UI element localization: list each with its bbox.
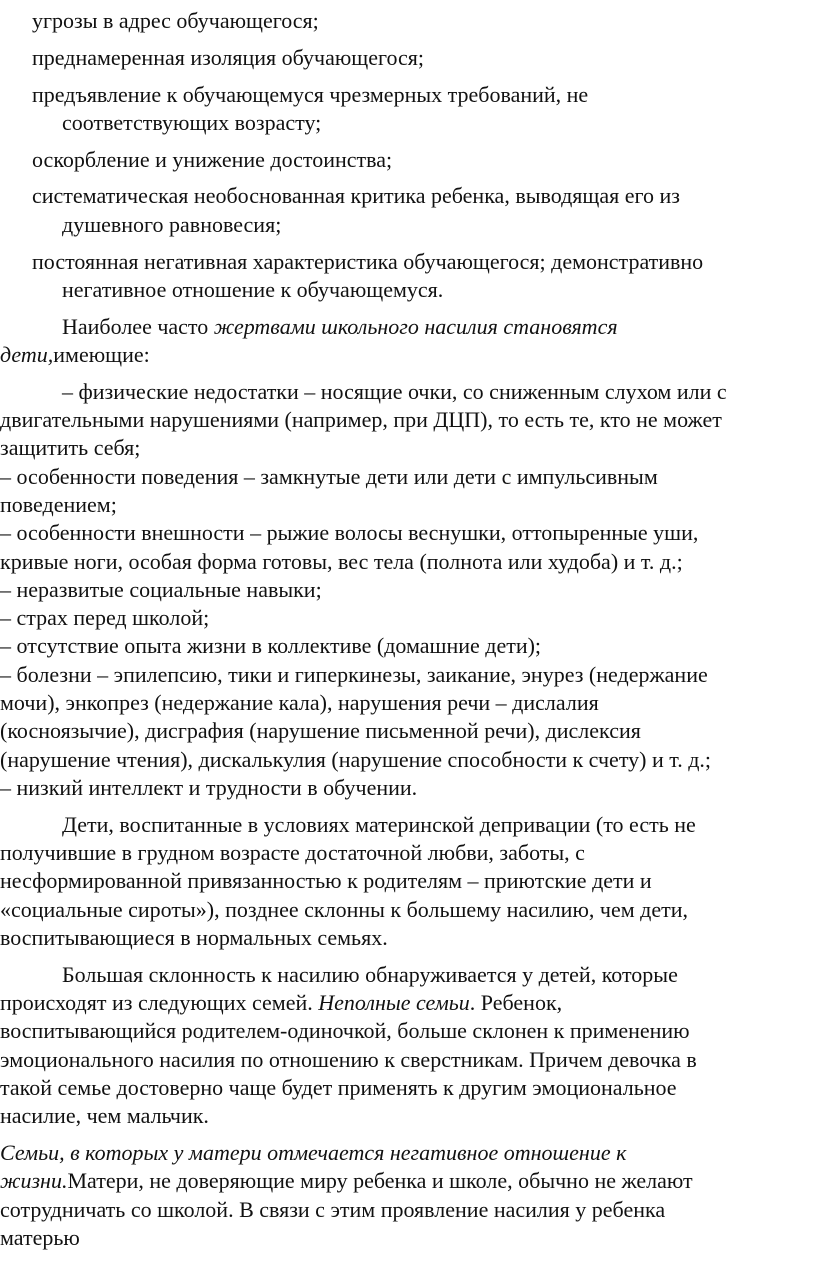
text-line	[0, 341, 816, 369]
text-line	[0, 717, 816, 745]
text-line	[0, 961, 816, 989]
text: сотрудничать со школой. В связи с этим проявление насилия у ребенка	[0, 1196, 666, 1222]
list-item	[0, 248, 816, 305]
text: защитить себя;	[0, 435, 141, 461]
list-item	[0, 81, 816, 138]
text-line	[0, 81, 816, 109]
text-line	[0, 689, 816, 717]
list-item	[0, 182, 816, 239]
text-line	[0, 1017, 816, 1045]
text-line	[0, 1046, 816, 1074]
text-line	[0, 248, 816, 276]
text-line	[0, 146, 816, 174]
text-line	[0, 839, 816, 867]
text: эмоционального насилия по отношению к сверстникам. Причем девочка в	[0, 1046, 697, 1072]
text-line	[0, 774, 816, 802]
text: – неразвитые социальные навыки;	[0, 576, 322, 602]
text-line	[0, 463, 816, 491]
text-line	[0, 406, 816, 434]
text: имеющие:	[53, 341, 150, 367]
text-line	[0, 604, 816, 632]
text-line	[0, 1196, 816, 1224]
text-line	[0, 548, 816, 576]
list-item	[0, 146, 816, 174]
text: систематическая необоснованная критика ребенка, выводящая его из	[32, 183, 680, 209]
text: соответствующих возрасту;	[62, 109, 322, 135]
text-line	[0, 109, 816, 137]
text-line	[0, 1139, 816, 1167]
text-line	[0, 867, 816, 895]
italic-text: жизни.	[0, 1168, 68, 1194]
document-page	[0, 7, 816, 1261]
text-line	[0, 1167, 816, 1195]
text-line	[0, 1074, 816, 1102]
text-line	[0, 1102, 816, 1130]
italic-text: Неполные семьи	[318, 990, 470, 1015]
text: предъявление к обучающемуся чрезмерных требований, не	[32, 81, 589, 107]
text-line	[0, 989, 816, 1017]
text-line	[0, 896, 816, 924]
text-line	[0, 924, 816, 952]
text-line	[0, 576, 816, 604]
text-line	[0, 276, 816, 304]
text-line	[0, 1224, 816, 1252]
text-line	[0, 746, 816, 774]
text-line	[0, 661, 816, 689]
text: преднамеренная изоляция обучающегося;	[32, 44, 425, 70]
text: (косноязычие), дисграфия (нарушение письменной речи), дислексия	[0, 718, 641, 744]
text: «социальные сироты»), позднее склонны к большему насилию, чем дети,	[0, 896, 688, 922]
text: угрозы в адрес обучающегося;	[32, 8, 319, 33]
paragraph-mothers	[0, 1139, 816, 1252]
text: насилие, чем мальчик.	[0, 1103, 209, 1129]
text: Матери, не доверяющие миру ребенка и школе, обычно не желают	[67, 1168, 693, 1194]
text: Большая склонность к насилию обнаруживается у детей, которые	[62, 961, 678, 987]
paragraph-families	[0, 961, 816, 1131]
text: . Ребенок,	[469, 990, 563, 1015]
text: постоянная негативная характеристика обучающегося; демонстративно	[32, 248, 704, 274]
text: оскорбление и унижение достоинства;	[32, 146, 393, 172]
text: – низкий интеллект и трудности в обучении.	[0, 774, 418, 800]
text-line	[0, 632, 816, 660]
paragraph-deprivation	[0, 811, 816, 952]
text-line	[0, 44, 816, 72]
text-line	[0, 519, 816, 547]
list-item	[0, 7, 816, 35]
text: – особенности поведения – замкнутые дети или дети с импульсивным	[0, 463, 658, 489]
text: воспитывающийся родителем-одиночкой, больше склонен к применению	[0, 1018, 690, 1044]
text: – особенности внешности – рыжие волосы веснушки, оттопыренные уши,	[0, 520, 699, 546]
text: такой семье достоверно чаще будет применять к другим эмоциональное	[0, 1074, 677, 1100]
text-line	[0, 7, 816, 35]
text-line	[0, 378, 816, 406]
text: Наиболее часто	[62, 313, 214, 339]
text: (нарушение чтения), дискалькулия (нарушение способности к счету) и т. д.;	[0, 746, 712, 772]
text-line	[0, 182, 816, 210]
italic-text: Семьи, в которых у матери отмечается негативное отношение к	[0, 1139, 627, 1165]
text-line	[0, 434, 816, 462]
text: матерью	[0, 1224, 80, 1250]
paragraph-victims-intro	[0, 313, 816, 370]
text-line	[0, 211, 816, 239]
text: душевного равновесия;	[62, 211, 282, 237]
victim-traits-list	[0, 378, 816, 802]
italic-text: жертвами школьного насилия становятся	[213, 313, 618, 339]
text-line	[0, 491, 816, 519]
text: несформированной привязанностью к родителям – приютские дети и	[0, 868, 652, 894]
text: получившие в грудном возрасте достаточной любви, заботы, с	[0, 840, 585, 866]
text: двигательными нарушениями (например, при ДЦП), то есть те, кто не может	[0, 407, 722, 433]
text: воспитывающиеся в нормальных семьях.	[0, 924, 388, 950]
text: – страх перед школой;	[0, 605, 210, 631]
text: – отсутствие опыта жизни в коллективе (домашние дети);	[0, 633, 542, 659]
text: Дети, воспитанные в условиях материнской депривации (то есть не	[62, 811, 696, 837]
text: кривые ноги, особая форма готовы, вес тела (полнота или худоба) и т. д.;	[0, 548, 683, 574]
text-line	[0, 313, 816, 341]
text: – болезни – эпилепсию, тики и гиперкинезы, заикание, энурез (недержание	[0, 661, 708, 687]
list-item	[0, 44, 816, 72]
text: поведением;	[0, 491, 117, 517]
italic-text: дети,	[0, 341, 54, 367]
text: мочи), энкопрез (недержание кала), нарушения речи – дислалия	[0, 690, 599, 716]
text: происходят из следующих семей.	[0, 990, 319, 1015]
text-line	[0, 811, 816, 839]
text: негативное отношение к обучающемуся.	[62, 276, 444, 302]
text: – физические недостатки – носящие очки, со сниженным слухом или с	[62, 378, 727, 404]
